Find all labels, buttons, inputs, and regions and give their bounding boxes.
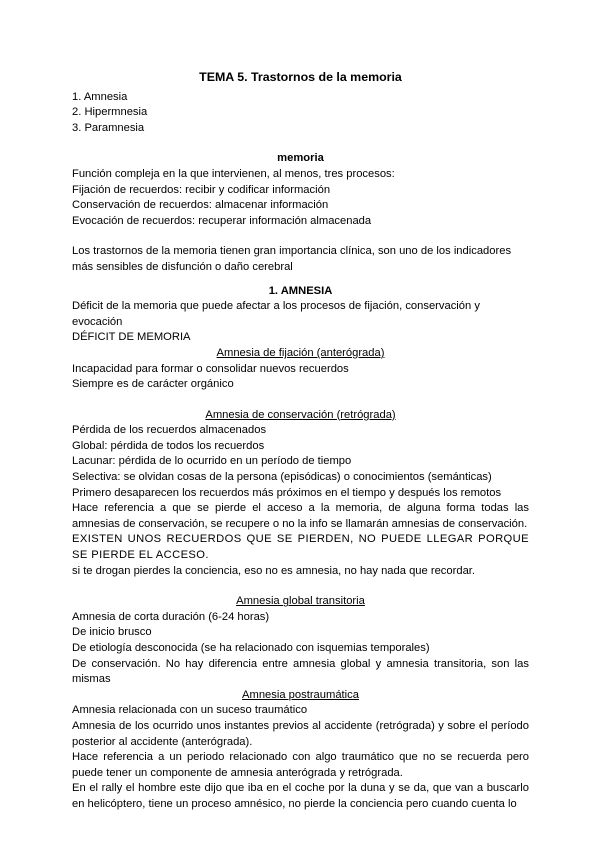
postraumatica-line: Amnesia relacionada con un suceso traumático xyxy=(72,704,308,717)
memoria-line: Fijación de recuerdos: recibir y codificar información xyxy=(72,183,331,196)
document-page xyxy=(72,70,529,813)
postraumatica-paragraph: Amnesia de los ocurrido unos instantes previos al accidente (retrógrada) y sobre el período posterior al accidente (anterógrada). xyxy=(72,719,529,748)
toc-list xyxy=(72,90,529,137)
memoria-line: Función compleja en la que intervienen, al menos, tres procesos: xyxy=(72,167,395,180)
global-line: Amnesia de corta duración (6-24 horas) xyxy=(72,610,270,623)
fijacion-line: Incapacidad para formar o consolidar nuevos recuerdos xyxy=(72,362,349,375)
memoria-line: Conservación de recuerdos: almacenar información xyxy=(72,199,329,212)
conservacion-paragraph: Hace referencia a que se pierde el acceso a la memoria, de alguna forma todas las amnesias de conservación, se recupere o no la info se llamarán amnesias de conservación. xyxy=(72,502,529,530)
conservacion-heading: Amnesia de conservación (retrógrada) xyxy=(205,408,396,421)
postraumatica-heading: Amnesia postraumática xyxy=(242,688,359,701)
global-line: De inicio brusco xyxy=(72,626,152,639)
conservacion-line: Primero desaparecen los recuerdos más próximos en el tiempo y después los remotos xyxy=(72,486,502,499)
amnesia-intro: Déficit de la memoria que puede afectar a los procesos de fijación, conservación y evocación xyxy=(72,300,480,328)
memoria-line: Evocación de recuerdos: recuperar información almacenada xyxy=(72,214,372,227)
global-paragraph: De conservación. No hay diferencia entre amnesia global y amnesia transitoria, son las mismas xyxy=(72,657,529,686)
conservacion-line: Lacunar: pérdida de lo ocurrido en un período de tiempo xyxy=(72,455,352,468)
page-title: TEMA 5. Trastornos de la memoria xyxy=(199,70,402,84)
global-line: De etiología desconocida (se ha relacionado con isquemias temporales) xyxy=(72,642,430,654)
global-heading: Amnesia global transitoria xyxy=(236,595,365,608)
conservacion-note: si te drogan pierdes la conciencia, eso no es amnesia, no hay nada que recordar. xyxy=(72,564,476,577)
conservacion-line: Pérdida de los recuerdos almacenados xyxy=(72,424,267,437)
memoria-paragraph: Los trastornos de la memoria tienen gran importancia clínica, son uno de los indicadores más sensibles de disfunción o daño cerebral xyxy=(72,245,512,273)
fijacion-line: Siempre es de carácter orgánico xyxy=(72,378,234,391)
amnesia-heading: 1. AMNESIA xyxy=(268,284,333,297)
conservacion-caps-note: EXISTEN UNOS RECUERDOS QUE SE PIERDEN, NO PUEDE LLEGAR PORQUE SE PIERDE EL ACCESO. xyxy=(72,533,529,562)
conservacion-line: Global: pérdida de todos los recuerdos xyxy=(72,439,265,452)
conservacion-line: Selectiva: se olvidan cosas de la persona (episódicas) o conocimientos (semánticas) xyxy=(72,471,492,484)
postraumatica-paragraph: En el rally el hombre este dijo que iba en el coche por la duna y se da, que van a buscarlo en helicóptero, tiene un proceso amnésico, no pierde la conciencia pero cuando cuenta lo xyxy=(72,782,529,810)
toc-item: 1. Amnesia xyxy=(72,90,128,103)
toc-item: 3. Paramnesia xyxy=(72,121,145,134)
deficit-label: DÉFICIT DE MEMORIA xyxy=(72,331,191,344)
postraumatica-paragraph: Hace referencia a un periodo relacionado con algo traumático que no se recuerda pero puede tener un componente de amnesia anterógrada y retrógrada. xyxy=(72,751,529,779)
fijacion-heading: Amnesia de fijación (anterógrada) xyxy=(216,346,385,359)
memoria-heading: memoria xyxy=(277,152,324,165)
toc-item: 2. Hipermnesia xyxy=(72,106,148,119)
